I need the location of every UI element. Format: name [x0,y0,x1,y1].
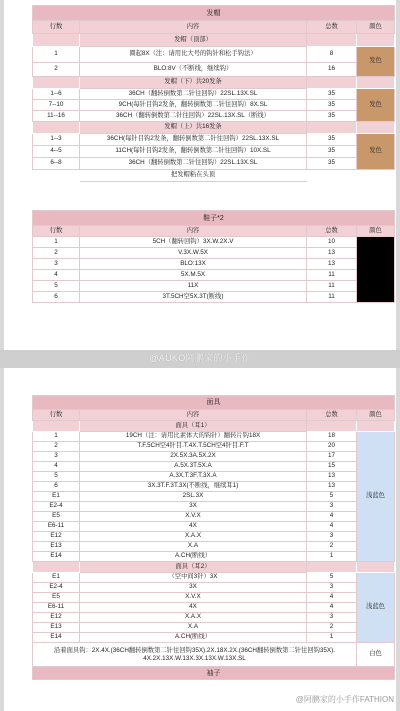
row-content: X.A [80,542,307,552]
row-number: 11--16 [33,111,80,122]
row-content: T.F.5CH空4针目.T.4X.T.5CH空4针目.F.T [80,442,307,452]
mask-table [32,395,395,680]
row-number: 3 [33,452,80,462]
row-content: A.3X.T.3F.T.3X.A [80,472,307,482]
row-number: 1 [33,432,80,442]
header-total: 总数 [307,410,357,421]
header-total: 总数 [307,226,357,237]
row-number: 1 [33,47,80,63]
color-cell-light-blue: 浅蓝色 [357,573,395,643]
row-number: E12 [33,532,80,542]
row-number: 2 [33,442,80,452]
row-content: 36CH(每针目钩2发条，翻转倒数第二针往回钩）22SL.13X.SL [80,134,307,146]
header-content: 内容 [80,226,307,237]
row-total: 1 [307,633,357,643]
row-total: 2 [307,623,357,633]
section-hair-cap-lower: 发帽（下）共20发条 [80,77,307,89]
row-total: 4 [307,522,357,532]
row-content: 3X [80,583,307,593]
section-hair-cap-upper: 发帽（上）共16发条 [80,122,307,134]
color-cell-light-blue: 浅蓝色 [357,432,395,562]
row-content: 4X [80,522,307,532]
row-total: 1 [307,552,357,562]
header-content: 内容 [80,21,307,34]
row-content: 圈起8X（注：请用比大号的钩针和松手钩法） [80,47,307,63]
row-total: 11 [307,292,357,303]
row-total: 13 [307,472,357,482]
row-number: 5 [33,281,80,292]
row-content: X.A.X [80,532,307,542]
row-content: （空中间3针）3X [80,573,307,583]
row-content: BLO:8V（不断线，继续钩） [80,63,307,77]
row-total: 10 [307,237,357,248]
row-content: 3X.3T.F.3T.3X(不断线，继续耳1) [80,482,307,492]
header-color: 颜色 [357,21,395,34]
row-total: 13 [307,482,357,492]
section-hair-cap-top: 发帽（顶部） [80,34,307,47]
row-total: 2 [307,542,357,552]
row-content: 36CH（翻转倒数第二针往回钩）22SL.13X.SL [80,89,307,100]
row-content: A.CH(断线） [80,552,307,562]
row-content: X.A.X [80,613,307,623]
row-number: E13 [33,542,80,552]
row-number: 2 [33,248,80,259]
sleeve-title: 袖子 [33,667,395,680]
row-number: E1 [33,573,80,583]
row-content: 11X [80,281,307,292]
row-content: 3X [80,502,307,512]
shoes-table [32,210,395,303]
row-content: BLO:13X [80,259,307,270]
section-ear-1: 面具（耳1） [80,421,307,432]
row-content: 3T.5CH空5X.3T(断线) [80,292,307,303]
hair-cap-note: 把发帽粘在头顶 [80,170,307,182]
row-total: 35 [307,100,357,111]
row-content: X.A [80,623,307,633]
row-content: A.5X.3T.5X.A [80,462,307,472]
row-total: 35 [307,134,357,146]
hair-cap-table [32,5,395,182]
edge-line-1: 沿着面具钩：2X.4X.(36CH翻转倒数第二针往回钩35X).2X.18X.2X.(36CH翻转倒数第二针往回钩35X). [54,646,335,654]
row-content: V.3X.W.5X [80,248,307,259]
header-rows: 行数 [33,21,80,34]
row-number: 1--3 [33,134,80,146]
row-total: 15 [307,462,357,472]
row-total: 5 [307,573,357,583]
row-total: 4 [307,593,357,603]
watermark-bottom: @阿鹏家的小手作FATHION [295,695,394,704]
row-number: E12 [33,613,80,623]
color-cell-hair: 发色 [357,47,395,77]
row-total: 35 [307,111,357,122]
header-color: 颜色 [357,410,395,421]
color-cell-hair: 发色 [357,89,395,122]
row-number: 3 [33,259,80,270]
row-total: 18 [307,432,357,442]
row-total: 3 [307,502,357,512]
header-content: 内容 [80,410,307,421]
row-total: 11 [307,281,357,292]
row-number: 1--6 [33,89,80,100]
color-cell-hair: 发色 [357,134,395,170]
header-color: 颜色 [357,226,395,237]
hair-cap-title: 发帽 [33,6,395,21]
row-number: E5 [33,512,80,522]
row-content: X.V.X [80,593,307,603]
row-content: 19CH（注：请用比素体大的钩针）翻转片钩18X [80,432,307,442]
color-swatch-black [357,237,395,303]
row-content: 5X.M.5X [80,270,307,281]
row-number: E2-4 [33,583,80,593]
row-number: E13 [33,623,80,633]
row-content: 5CH（翻转回钩）3X.W.2X.V [80,237,307,248]
row-number: 6 [33,292,80,303]
row-number: E6-11 [33,522,80,532]
color-cell-white: 白色 [357,643,395,667]
row-content: 11CH(每针目钩2发条，翻转倒数第二针往回钩）10X.SL [80,146,307,158]
mask-edge-instructions [33,643,357,667]
row-number: E6-11 [33,603,80,613]
row-content: 36CH（翻转倒数第二针往回钩）22SL.13X.SL（断线） [80,111,307,122]
document-page-1 [4,0,396,350]
row-number: 6--8 [33,158,80,170]
row-number: 4 [33,270,80,281]
row-total: 11 [307,270,357,281]
row-total: 3 [307,583,357,593]
row-content: 36CH（翻转倒数第二针往回钩）22SL.13X.SL [80,158,307,170]
edge-line-2: 4X.2X.13X.W.13X.3X.13X.W.13X.SL [143,654,246,662]
row-content: X.V.X [80,512,307,522]
row-number: 4--5 [33,146,80,158]
row-number: 1 [33,237,80,248]
section-ear-2: 面具（耳2） [80,562,307,573]
row-total: 35 [307,89,357,100]
row-total: 3 [307,613,357,623]
row-total: 16 [307,63,357,77]
row-total: 4 [307,603,357,613]
row-total: 4 [307,512,357,522]
watermark-strip [0,350,400,368]
row-total: 35 [307,146,357,158]
row-total: 20 [307,442,357,452]
row-number: 6 [33,482,80,492]
row-number: 2 [33,63,80,77]
row-number: E1 [33,492,80,502]
header-total: 总数 [307,21,357,34]
row-total: 13 [307,248,357,259]
row-total: 8 [307,47,357,63]
row-content: 2X.5X.3A.5X.2X [80,452,307,462]
row-content: 2SL.3X [80,492,307,502]
row-number: E14 [33,552,80,562]
row-number: 5 [33,472,80,482]
row-total: 17 [307,452,357,462]
row-number: E14 [33,633,80,643]
row-content: 4X [80,603,307,613]
row-content: 9CH(每针目钩2发条，翻转倒数第二针往回钩）8X.SL [80,100,307,111]
watermark-text: @AUKO阿鹏家的小手作 [149,353,251,363]
row-total: 35 [307,158,357,170]
row-content: A.CH(断线） [80,633,307,643]
row-total: 5 [307,492,357,502]
row-number: E2-4 [33,502,80,512]
mask-title: 面具 [33,396,395,410]
header-rows: 行数 [33,226,80,237]
row-total: 13 [307,259,357,270]
document-page-2 [4,368,396,711]
shoes-title: 鞋子*2 [33,211,395,226]
row-number: 4 [33,462,80,472]
row-number: 7--10 [33,100,80,111]
row-number: E5 [33,593,80,603]
row-total: 3 [307,532,357,542]
header-rows: 行数 [33,410,80,421]
